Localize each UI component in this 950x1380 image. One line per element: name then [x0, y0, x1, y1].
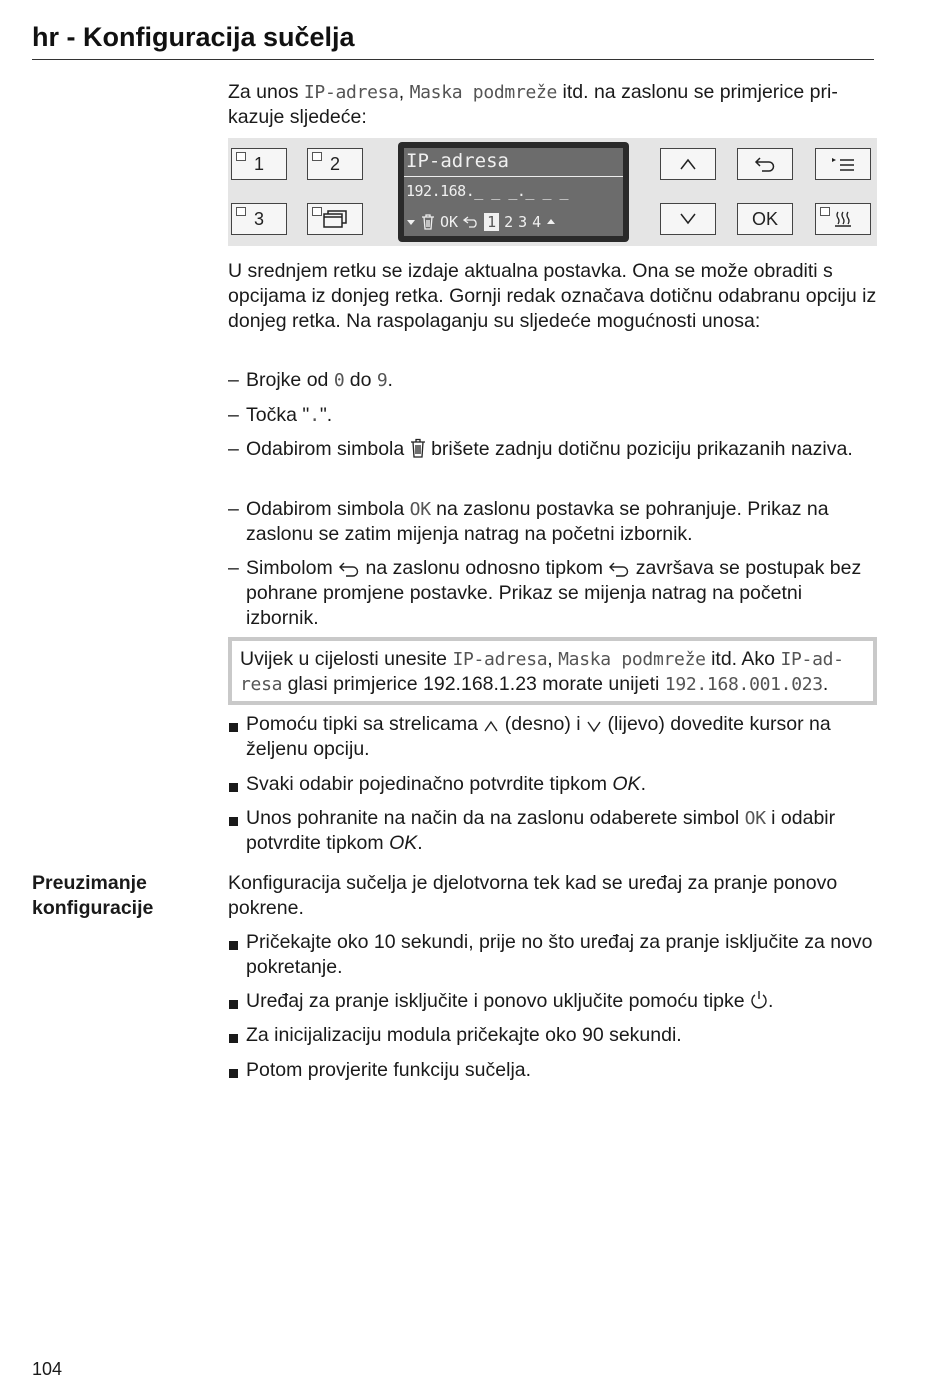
title-divider [32, 59, 874, 60]
steps-list [228, 712, 878, 762]
key-up [660, 148, 716, 180]
back-arrow-icon [754, 156, 776, 172]
menu-icon [830, 156, 856, 172]
list-item: – Brojke od 0 do 9. [228, 368, 878, 393]
lcd-option-2: 2 [504, 213, 514, 231]
lcd-display [398, 142, 629, 242]
chevron-down-icon [679, 213, 697, 225]
list-item: – Odabirom simbola OK na zaslonu postavka se pohranjuje. Prikaz na zaslonu se zatim mijenja natrag na početni izbornik. [228, 497, 878, 547]
trash-icon [421, 214, 435, 230]
list-item: Za inicijalizaciju modula pričekajte oko 90 sekundi. [228, 1023, 878, 1048]
back-arrow-icon [608, 561, 630, 577]
list-item: Svaki odabir pojedinačno potvrdite tipkom OK. [228, 772, 878, 797]
multi-window-icon [320, 209, 350, 229]
list-item: Uređaj za pranje isključite i ponovo uključite pomoću tipke . [228, 989, 878, 1014]
section-heading: Preuzimanje konfiguracije [32, 872, 154, 919]
description-paragraph: U srednjem retku se izdaje aktualna postavka. Ona se može obraditi s opcijama iz donjeg retka. Gornji redak označava dotičnu odabranu opciju iz donjeg retka. Na raspolaganju su sljedeće mogućnosti unosa: [228, 260, 877, 332]
key-3: 3 [231, 203, 287, 235]
back-icon [463, 216, 479, 228]
key-down [660, 203, 716, 235]
scroll-down-icon [406, 217, 416, 227]
list-item: – Točka ".". [228, 403, 878, 428]
key-1: 1 [231, 148, 287, 180]
key-multi-window [307, 203, 363, 235]
list-item: Potom provjerite funkciju sučelja. [228, 1058, 878, 1083]
list-item: – Odabirom simbola brišete zadnju dotičnu poziciju prikazanih naziva. [228, 437, 878, 462]
lcd-value: 192.168._ _ _._ _ _ [406, 182, 569, 200]
key-ok: OK [737, 203, 793, 235]
note-box: Uvijek u cijelosti unesite IP-adresa, Maska podmreže itd. Ako IP-adresa glasi primjerice 192.168.1.23 morate unijeti 192.168.001.023. [228, 637, 877, 705]
lcd-option-4: 4 [532, 213, 542, 231]
list-item: Unos pohranite na način da na zaslonu odaberete simbol OK i odabir potvrdite tipkom OK. [228, 806, 878, 856]
lcd-options-row [406, 210, 616, 234]
chevron-up-icon [679, 158, 697, 170]
chevron-up-icon [483, 719, 499, 733]
scroll-up-icon [546, 217, 556, 227]
lcd-ok: OK [440, 213, 459, 231]
input-options-list [228, 368, 878, 393]
list-item: Pričekajte oko 10 sekundi, prije no što uređaj za pranje isključite za novo pokretanje. [228, 930, 878, 980]
key-menu [815, 148, 871, 180]
section-paragraph: Konfiguracija sučelja je djelotvorna tek kad se uređaj za pranje ponovo pokrene. [228, 872, 838, 919]
key-back [737, 148, 793, 180]
chevron-down-icon [586, 719, 602, 733]
list-item: Pomoću tipki sa strelicama (desno) i (lijevo) dovedite kursor na željenu opciju. [228, 712, 878, 762]
page-number: 104 [32, 1359, 63, 1379]
list-item: – Simbolom na zaslonu odnosno tipkom završava se postupak bez pohrane promjene postavke. Prikaz se mijenja natrag na početni izbornik. [228, 556, 878, 631]
steam-icon [832, 210, 854, 228]
back-arrow-icon [338, 561, 360, 577]
lcd-option-1: 1 [484, 213, 499, 231]
key-2: 2 [307, 148, 363, 180]
intro-paragraph: Za unos IP-adresa, Maska podmreže itd. na zaslonu se primjerice prikazuje sljedeće: [228, 81, 838, 128]
control-panel-illustration [228, 138, 877, 246]
page-title: hr - Konfiguracija sučelja [32, 22, 355, 52]
key-steam [815, 203, 871, 235]
power-icon [750, 990, 768, 1010]
lcd-title: IP-adresa [406, 150, 509, 172]
trash-icon [410, 438, 426, 458]
lcd-option-3: 3 [518, 213, 528, 231]
